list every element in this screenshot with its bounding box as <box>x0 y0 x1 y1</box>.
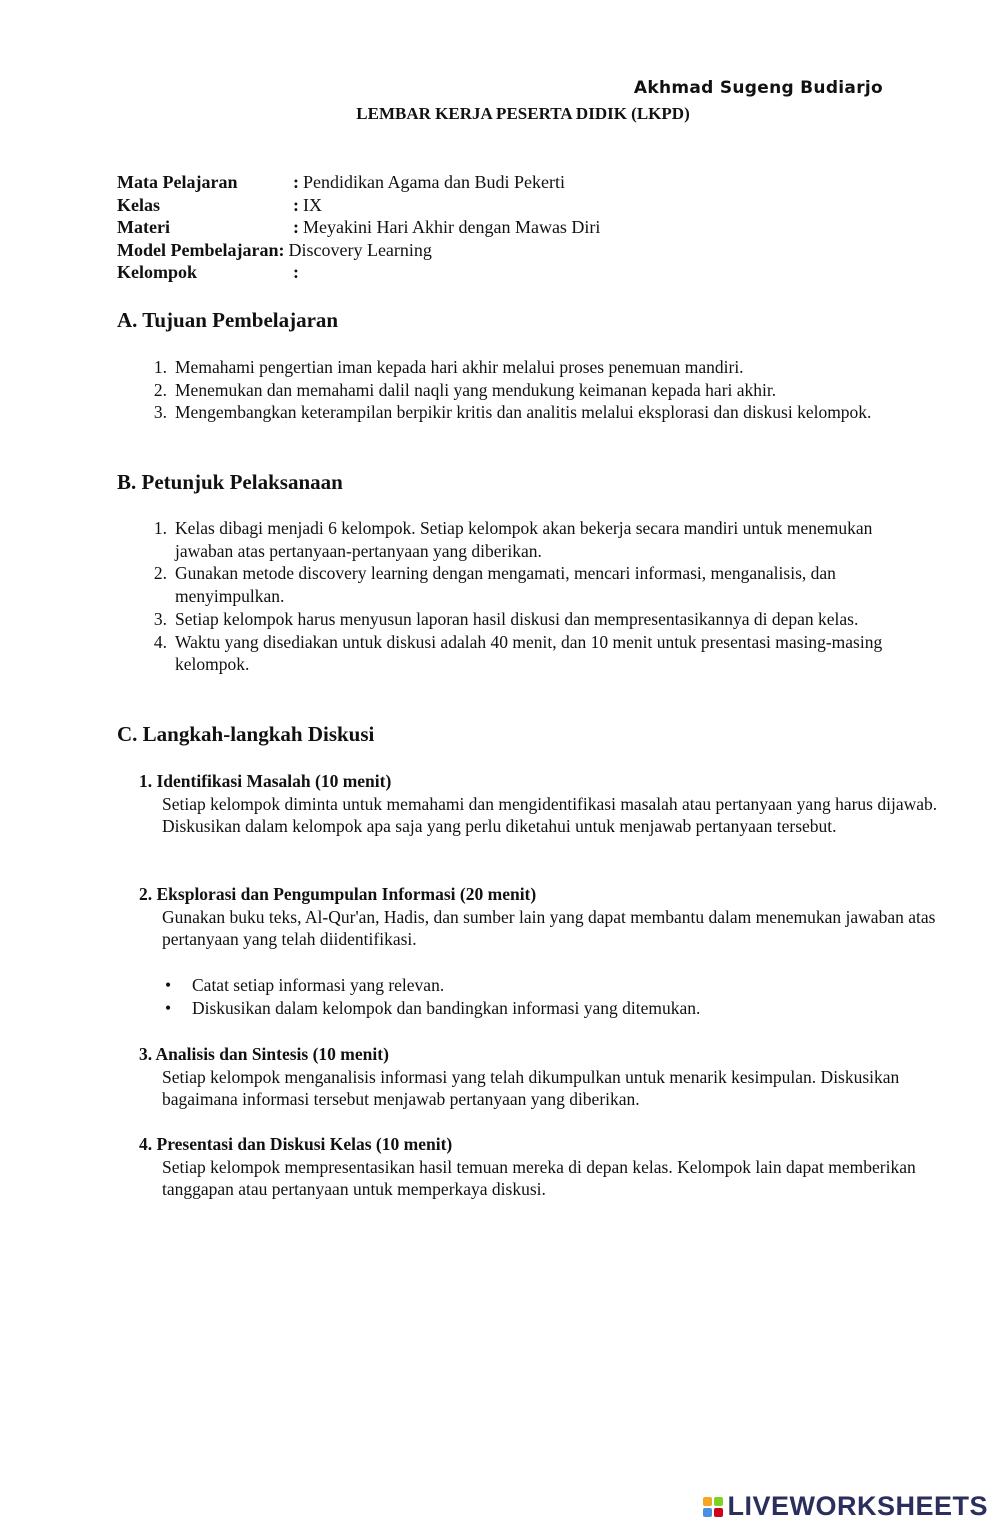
step-body: Gunakan buku teks, Al-Qur'an, Hadis, dan sumber lain yang dapat membantu dalam menemukan jawaban atas pertanyaan yang telah diidentifikasi. <box>162 906 936 950</box>
info-row-model <box>117 239 600 262</box>
step-heading: 3. Analisis dan Sintesis (10 menit) <box>139 1044 389 1064</box>
info-label: Kelompok <box>117 262 198 282</box>
info-label: Mata Pelajaran <box>117 172 238 192</box>
step-body: Setiap kelompok diminta untuk memahami dan mengidentifikasi masalah atau pertanyaan yang harus dijawab. Diskusikan dalam kelompok apa saja yang perlu diketahui untuk menjawab pertanyaan tersebut. <box>162 793 938 837</box>
info-value: Pendidikan Agama dan Budi Pekerti <box>303 172 565 192</box>
list-item: 3. Setiap kelompok harus menyusun laporan hasil diskusi dan mempresentasikannya di depan kelas. <box>153 608 859 629</box>
list-item: 2. Gunakan metode discovery learning dengan mengamati, mencari informasi, menganalisis, dan menyimpulkan. <box>153 563 836 607</box>
section-heading-objectives: A. Tujuan Pembelajaran <box>117 308 339 332</box>
page-title: LEMBAR KERJA PESERTA DIDIK (LKPD) <box>356 104 690 123</box>
discussion-step <box>139 770 939 838</box>
info-row-class: Kelas : IX <box>117 194 322 215</box>
info-label: Materi <box>117 217 170 237</box>
liveworksheets-icon <box>703 1497 723 1517</box>
info-row-subject: Mata Pelajaran : Pendidikan Agama dan Budi Pekerti <box>117 172 565 192</box>
info-value: IX <box>303 194 322 215</box>
discussion-step <box>139 1043 939 1111</box>
info-block <box>117 171 600 284</box>
liveworksheets-logo[interactable] <box>703 1491 988 1522</box>
logo-text: LIVEWORKSHEETS <box>727 1491 988 1521</box>
logo-square <box>703 1508 712 1517</box>
objectives-list <box>117 356 917 424</box>
info-label: Model Pembelajaran: <box>117 239 285 260</box>
author-name: Akhmad Sugeng Budiarjo <box>633 78 883 98</box>
step-body: Setiap kelompok mempresentasikan hasil temuan mereka di depan kelas. Kelompok lain dapat memberikan tanggapan atau pertanyaan untuk memperkaya diskusi. <box>162 1156 916 1200</box>
logo-square <box>703 1497 712 1506</box>
section-heading-steps: C. Langkah-langkah Diskusi <box>117 722 375 746</box>
list-item: 3. Mengembangkan keterampilan berpikir kritis dan analitis melalui eksplorasi dan diskusi kelompok. <box>153 402 872 423</box>
step-heading: 2. Eksplorasi dan Pengumpulan Informasi (20 menit) <box>139 884 537 904</box>
instructions-list <box>117 517 917 676</box>
info-row-group: Kelompok : <box>117 262 299 282</box>
bullet-item: • Diskusikan dalam kelompok dan bandingkan informasi yang ditemukan. <box>165 997 701 1018</box>
bullet-item: • Catat setiap informasi yang relevan. <box>165 975 445 995</box>
info-label: Kelas <box>117 194 160 215</box>
logo-square <box>714 1508 723 1517</box>
discussion-step <box>139 883 939 951</box>
info-row-material: Materi : Meyakini Hari Akhir dengan Mawas Diri <box>117 217 601 237</box>
list-item: 1. Memahami pengertian iman kepada hari akhir melalui proses penemuan mandiri. <box>153 357 744 377</box>
list-item: 1. Kelas dibagi menjadi 6 kelompok. Setiap kelompok akan bekerja secara mandiri untuk menemukan jawaban atas pertanyaan-pertanyaan yang diberikan. <box>153 518 873 561</box>
logo-square <box>714 1497 723 1506</box>
info-value: Meyakini Hari Akhir dengan Mawas Diri <box>303 217 601 237</box>
section-heading-instructions: B. Petunjuk Pelaksanaan <box>117 470 343 494</box>
info-value: Discovery Learning <box>288 239 432 260</box>
step-heading: 1. Identifikasi Masalah (10 menit) <box>139 771 392 791</box>
list-item: 2. Menemukan dan memahami dalil naqli yang mendukung keimanan kepada hari akhir. <box>153 379 777 400</box>
discussion-step <box>139 1133 939 1201</box>
list-item: 4. Waktu yang disediakan untuk diskusi adalah 40 menit, dan 10 menit untuk presentasi masing-masing kelompok. <box>153 631 883 675</box>
step-body: Setiap kelompok menganalisis informasi yang telah dikumpulkan untuk menarik kesimpulan. Diskusikan bagaimana informasi tersebut menjawab pertanyaan yang diberikan. <box>162 1066 900 1110</box>
step-heading: 4. Presentasi dan Diskusi Kelas (10 menit) <box>139 1134 453 1154</box>
exploration-bullets <box>165 974 700 1019</box>
